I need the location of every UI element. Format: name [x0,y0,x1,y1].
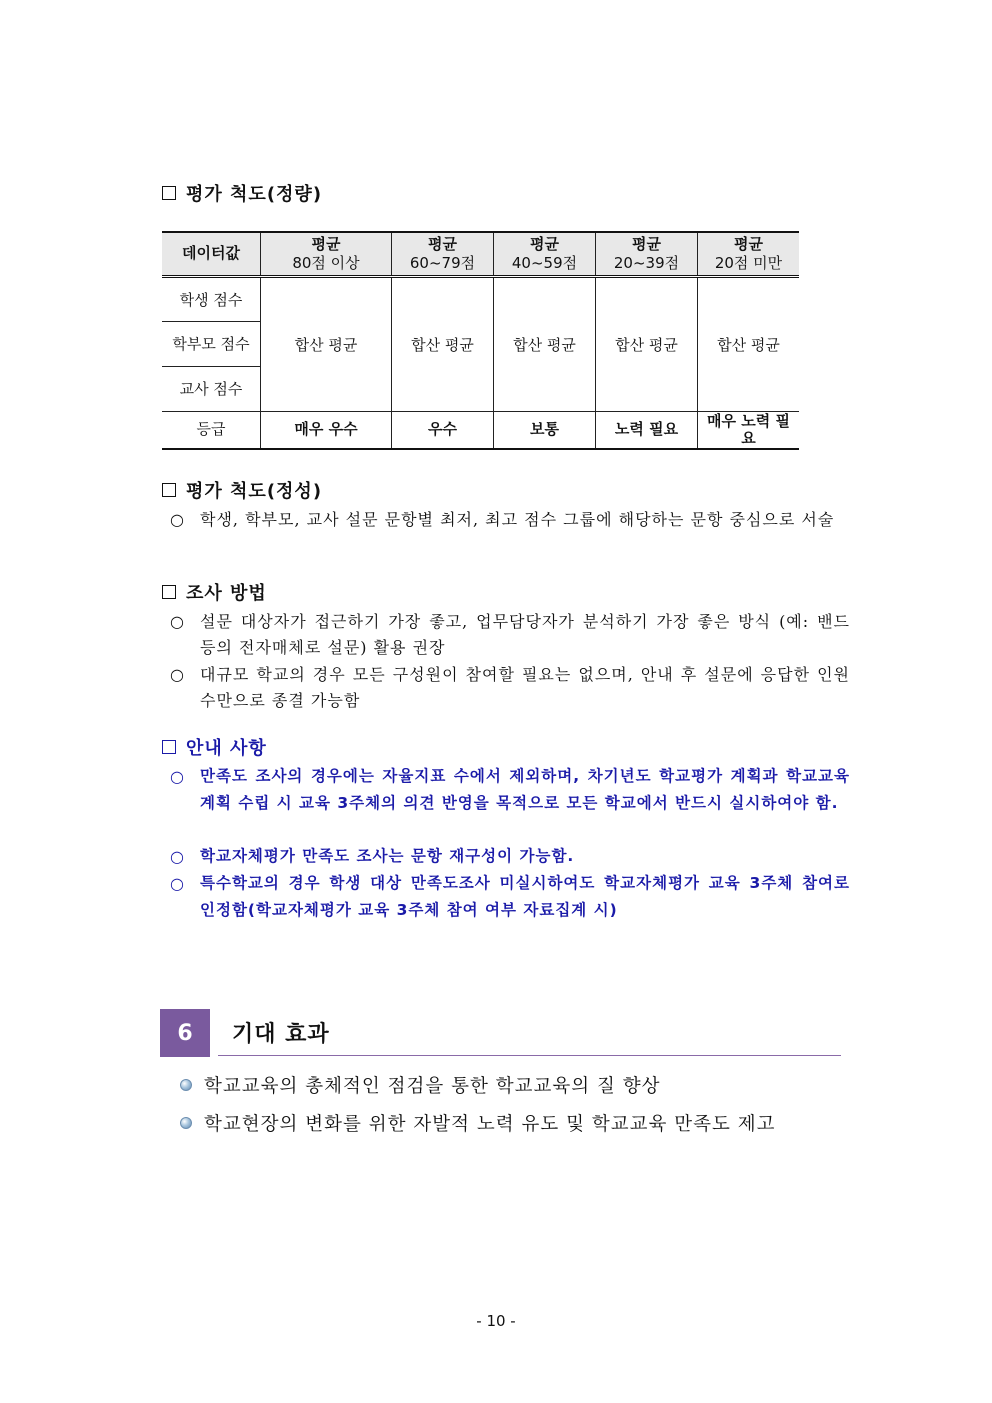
grade-cell: 매우 우수 [261,411,392,449]
table-row-grade [162,411,799,449]
evaluation-scale-table [162,231,799,450]
grade-cell: 매우 노력 필요 [698,411,800,449]
merged-cell: 합산 평균 [494,276,596,411]
list-item: ○ 특수학교의 경우 학생 대상 만족도조사 미실시하여도 학교자체평가 교육 3주체 참여로 인정함(학교자체평가 교육 3주체 참여 여부 자료집계 시) [170,870,850,924]
section-number-badge: 6 [160,1009,210,1057]
header-col: 평균 80점 이상 [261,232,392,276]
heading-quantitative-scale [162,180,322,206]
header-col: 평균 40~59점 [494,232,596,276]
heading-text: 평가 척도(정성) [186,481,323,502]
grade-cell: 보통 [494,411,596,449]
heading-qualitative-scale [162,477,322,503]
header-col: 평균 20~39점 [596,232,698,276]
header-col: 평균 60~79점 [392,232,494,276]
header-col: 평균 20점 미만 [698,232,800,276]
merged-cell: 합산 평균 [596,276,698,411]
list-item: ○ 만족도 조사의 경우에는 자율지표 수에서 제외하며, 차기년도 학교평가 계획과 학교교육계획 수립 시 교육 3주체의 의견 반영을 목적으로 모든 학교에서 반드시 실시하여야 함. [170,763,850,817]
circle-bullet-icon: ○ [170,847,185,866]
circle-bullet-icon: ○ [170,874,185,893]
checkbox-square-icon [162,585,176,599]
heading-text: 안내 사항 [186,738,267,759]
row-label-student: 학생 점수 [162,276,261,321]
list-item: ○ 대규모 학교의 경우 모든 구성원이 참여할 필요는 없으며, 안내 후 설문에 응답한 인원수만으로 종결 가능함 [170,662,850,714]
circle-bullet-icon: ○ [170,612,185,631]
section-divider [218,1055,841,1056]
table-header-row [162,232,799,276]
table-row [162,276,799,321]
page-number: - 10 - [476,1312,516,1330]
circle-bullet-icon: ○ [170,767,185,786]
list-item: 학교교육의 총체적인 점검을 통한 학교교육의 질 향상 [180,1072,660,1098]
list-item: ○ 학교자체평가 만족도 조사는 문항 재구성이 가능함. [170,843,850,870]
grade-cell: 우수 [392,411,494,449]
row-label-parent: 학부모 점수 [162,321,261,366]
heading-notice [162,734,267,760]
row-label-grade: 등급 [162,411,261,449]
checkbox-square-icon [162,483,176,497]
row-label-teacher: 교사 점수 [162,366,261,411]
list-item: ○ 학생, 학부모, 교사 설문 문항별 최저, 최고 점수 그룹에 해당하는 문항 중심으로 서술 [170,507,850,533]
merged-cell: 합산 평균 [698,276,800,411]
header-data-value: 데이터값 [162,232,261,276]
checkbox-square-icon [162,740,176,754]
heading-survey-method [162,579,267,605]
circle-bullet-icon: ○ [170,510,185,529]
sphere-bullet-icon [180,1117,192,1129]
merged-cell: 합산 평균 [392,276,494,411]
heading-text: 평가 척도(정량) [186,184,323,205]
section-title: 기대 효과 [232,1022,330,1047]
merged-cell: 합산 평균 [261,276,392,411]
section-header [160,1009,330,1057]
sphere-bullet-icon [180,1079,192,1091]
heading-text: 조사 방법 [186,583,267,604]
list-item: ○ 설문 대상자가 접근하기 가장 좋고, 업무담당자가 분석하기 가장 좋은 방식 (예: 밴드 등의 전자매체로 설문) 활용 권장 [170,609,850,661]
list-item: 학교현장의 변화를 위한 자발적 노력 유도 및 학교교육 만족도 제고 [180,1110,775,1136]
grade-cell: 노력 필요 [596,411,698,449]
checkbox-square-icon [162,186,176,200]
circle-bullet-icon: ○ [170,665,185,684]
